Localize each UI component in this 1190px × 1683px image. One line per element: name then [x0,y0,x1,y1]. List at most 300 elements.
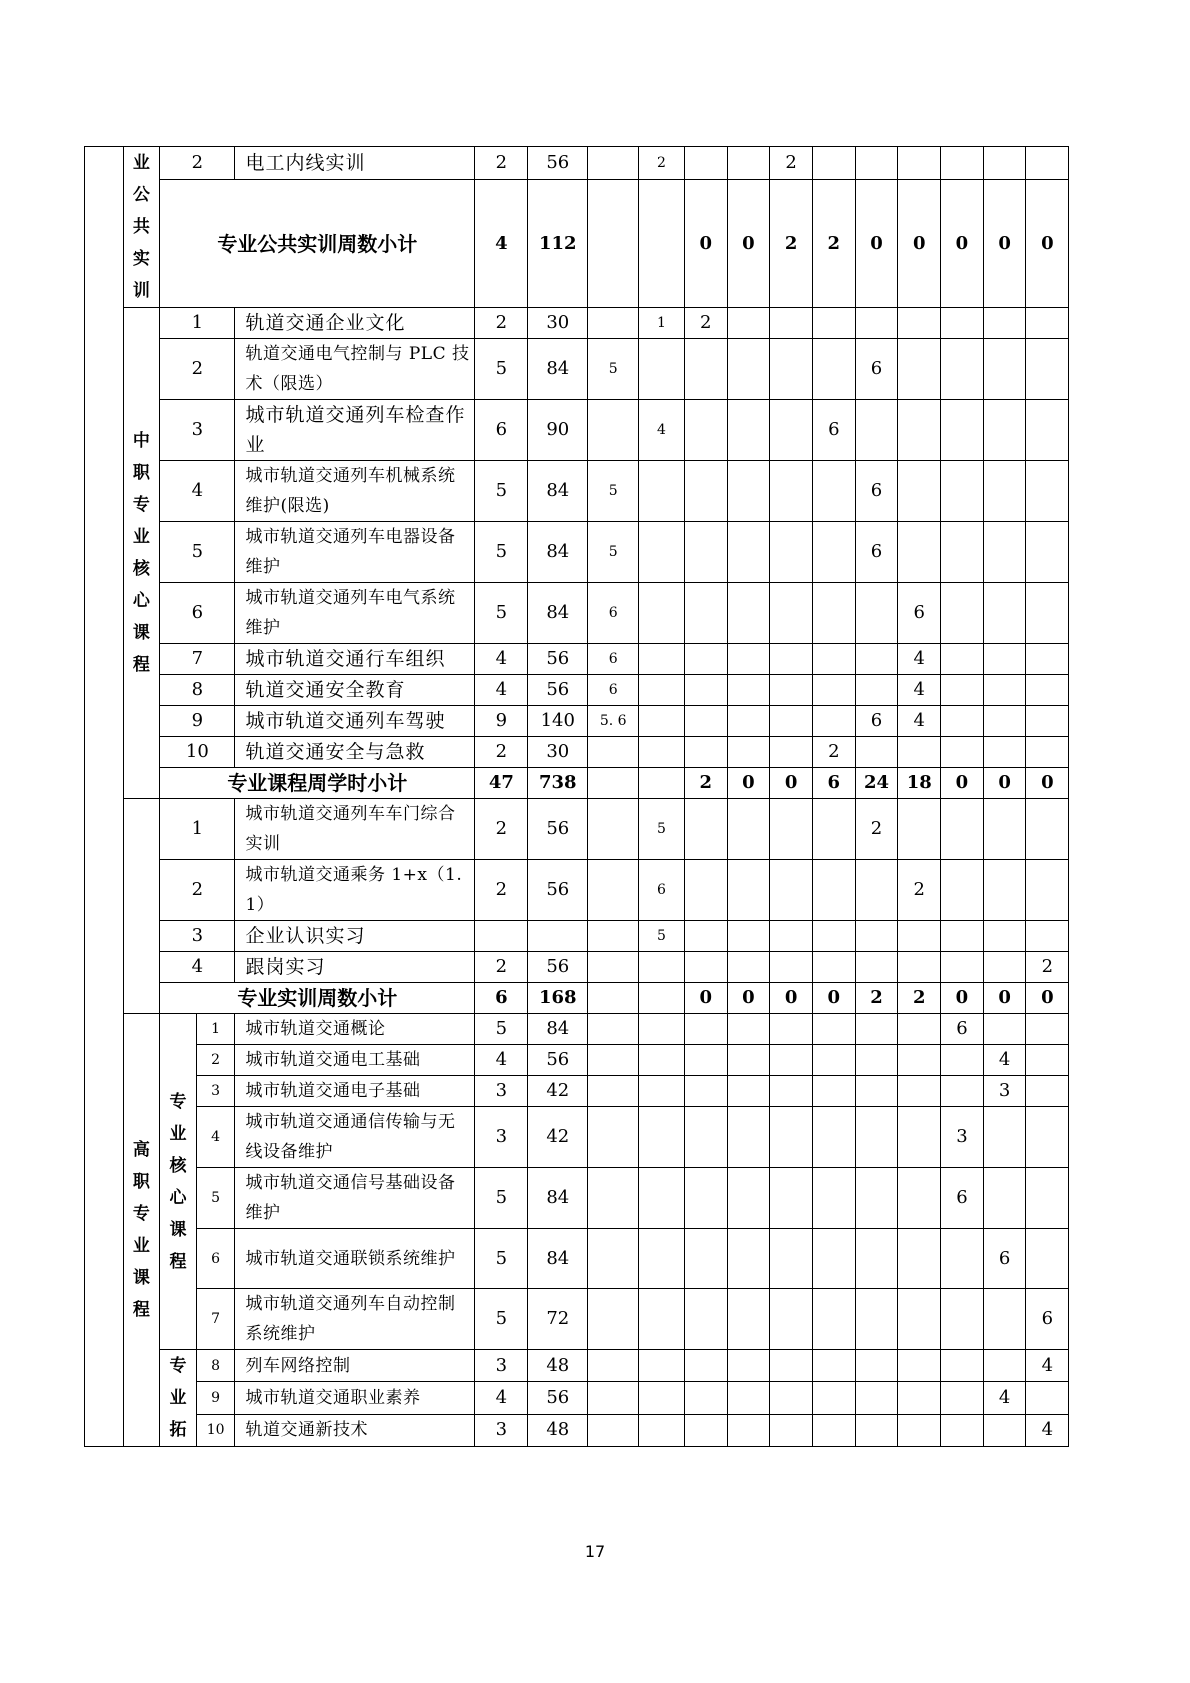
week-hours-cell [941,1382,984,1414]
hours-cell: 30 [528,308,588,339]
week-hours-cell [1026,706,1069,737]
row-number: 1 [196,1014,235,1045]
category-char: 课 [132,1268,150,1288]
subtotal-week-cell: 0 [983,180,1026,308]
subtotal-week-cell: 2 [812,180,855,308]
subcategory-label [160,1014,197,1350]
week-hours-cell [1026,1045,1069,1076]
subtotal-week-cell: 0 [770,983,813,1014]
check-term-cell [639,461,685,522]
week-hours-cell [770,737,813,768]
course-name: 城市轨道交通信号基础设备维护 [235,1168,475,1229]
subtotal-hours: 112 [528,180,588,308]
week-hours-cell [727,583,770,644]
subtotal-credit: 47 [475,768,528,799]
week-hours-cell: 2 [1026,952,1069,983]
week-hours-cell: 4 [1026,1414,1069,1446]
hours-cell [528,921,588,952]
category-char: 业 [132,1236,150,1256]
check-term-cell [639,952,685,983]
week-hours-cell: 6 [855,461,898,522]
week-hours-cell [812,583,855,644]
table-row [85,308,1110,339]
week-hours-cell [898,308,941,339]
credit-cell: 9 [475,706,528,737]
week-hours-cell [684,737,727,768]
category-char: 程 [132,1300,150,1320]
week-hours-cell [727,1382,770,1414]
week-hours-cell [898,339,941,400]
week-hours-cell [855,1382,898,1414]
week-hours-cell [727,1289,770,1350]
subtotal-exam [588,768,639,799]
week-hours-cell [770,1045,813,1076]
check-term-cell [639,675,685,706]
credit-cell: 4 [475,1045,528,1076]
course-name: 跟岗实习 [235,952,475,983]
week-hours-cell: 6 [812,400,855,461]
exam-term-cell [588,1350,639,1382]
table-row [85,1382,1110,1414]
subtotal-label: 专业公共实训周数小计 [160,180,475,308]
course-name: 电工内线实训 [235,147,475,180]
week-hours-cell [1026,1076,1069,1107]
week-hours-cell [684,1107,727,1168]
check-term-cell [639,522,685,583]
hours-cell: 56 [528,952,588,983]
week-hours-cell [812,1107,855,1168]
week-hours-cell [684,339,727,400]
week-hours-cell [812,1076,855,1107]
subtotal-credit: 4 [475,180,528,308]
table-row [85,522,1110,583]
week-hours-cell [1026,1107,1069,1168]
week-hours-cell: 2 [684,308,727,339]
table-row [85,983,1110,1014]
subtotal-label: 专业实训周数小计 [160,983,475,1014]
week-hours-cell [898,461,941,522]
check-term-cell: 4 [639,400,685,461]
check-term-cell: 5 [639,799,685,860]
subtotal-week-cell: 0 [684,180,727,308]
week-hours-cell [1026,147,1069,180]
row-number: 10 [196,1414,235,1446]
category-char: 实 [132,249,150,269]
course-name: 城市轨道交通通信传输与无线设备维护 [235,1107,475,1168]
week-hours-cell [684,952,727,983]
week-hours-cell [812,1289,855,1350]
week-hours-cell [727,952,770,983]
table-row [85,768,1110,799]
week-hours-cell [898,1168,941,1229]
credit-cell: 3 [475,1414,528,1446]
category-char: 业 [169,1388,187,1408]
subtotal-week-cell: 0 [1026,983,1069,1014]
exam-term-cell [588,1014,639,1045]
hours-cell: 140 [528,706,588,737]
week-hours-cell [941,1229,984,1289]
week-hours-cell [770,952,813,983]
week-hours-cell [812,644,855,675]
week-hours-cell [727,644,770,675]
credit-cell: 5 [475,522,528,583]
row-number: 2 [196,1045,235,1076]
subtotal-week-cell: 0 [684,983,727,1014]
table-row [85,1107,1110,1168]
week-hours-cell [770,1414,813,1446]
subtotal-week-cell: 0 [727,768,770,799]
week-hours-cell: 2 [770,147,813,180]
week-hours-cell [1026,1014,1069,1045]
row-number: 10 [160,737,235,768]
week-hours-cell [727,1076,770,1107]
week-hours-cell [770,1229,813,1289]
category-char: 程 [132,655,150,675]
week-hours-cell [812,1014,855,1045]
check-term-cell [639,1168,685,1229]
week-hours-cell [770,1014,813,1045]
row-number: 3 [160,400,235,461]
credit-cell: 3 [475,1107,528,1168]
week-hours-cell [684,461,727,522]
subtotal-exam [588,180,639,308]
week-hours-cell [983,860,1026,921]
exam-term-cell [588,1289,639,1350]
week-hours-cell: 4 [898,675,941,706]
hours-cell: 84 [528,522,588,583]
week-hours-cell [770,400,813,461]
table-row [85,860,1110,921]
week-hours-cell: 2 [898,860,941,921]
week-hours-cell [941,644,984,675]
week-hours-cell [983,1014,1026,1045]
subtotal-week-cell: 18 [898,768,941,799]
category-char: 心 [132,591,150,611]
table-row [85,1076,1110,1107]
week-hours-cell [812,675,855,706]
week-hours-cell [1026,461,1069,522]
week-hours-cell [727,675,770,706]
week-hours-cell [812,1414,855,1446]
week-hours-cell [855,1076,898,1107]
check-term-cell [639,339,685,400]
week-hours-cell [1026,860,1069,921]
credit-cell: 2 [475,799,528,860]
week-hours-cell [898,1229,941,1289]
check-term-cell [639,1014,685,1045]
subtotal-week-cell: 0 [812,983,855,1014]
week-hours-cell [812,799,855,860]
week-hours-cell [855,1350,898,1382]
category-char: 业 [132,153,150,173]
week-hours-cell [898,1350,941,1382]
exam-term-cell [588,1045,639,1076]
week-hours-cell [770,799,813,860]
course-name: 城市轨道交通电工基础 [235,1045,475,1076]
week-hours-cell [898,799,941,860]
category-char: 专 [169,1091,187,1112]
check-term-cell: 6 [639,860,685,921]
week-hours-cell [941,1076,984,1107]
credit-cell: 6 [475,400,528,461]
week-hours-cell [770,1350,813,1382]
category-char: 课 [132,623,150,643]
check-term-cell [639,1076,685,1107]
credit-cell: 5 [475,461,528,522]
week-hours-cell [855,1229,898,1289]
credit-cell: 3 [475,1076,528,1107]
course-name: 轨道交通安全与急救 [235,737,475,768]
exam-term-cell: 5 [588,339,639,400]
week-hours-cell [727,400,770,461]
week-hours-cell: 3 [941,1107,984,1168]
credit-cell: 2 [475,860,528,921]
course-name: 城市轨道交通列车电气系统维护 [235,583,475,644]
week-hours-cell: 4 [898,644,941,675]
week-hours-cell [983,921,1026,952]
category-char: 业 [132,527,150,547]
subtotal-week-cell: 0 [983,768,1026,799]
row-number: 4 [160,461,235,522]
category-char: 职 [132,1172,150,1192]
course-name: 城市轨道交通电子基础 [235,1076,475,1107]
hours-cell: 56 [528,147,588,180]
week-hours-cell [855,308,898,339]
row-number: 5 [196,1168,235,1229]
hours-cell: 56 [528,860,588,921]
week-hours-cell [898,400,941,461]
week-hours-cell [684,1168,727,1229]
week-hours-cell [898,1107,941,1168]
week-hours-cell [855,952,898,983]
week-hours-cell [941,799,984,860]
week-hours-cell [684,675,727,706]
week-hours-cell [727,799,770,860]
credit-cell: 4 [475,1382,528,1414]
week-hours-cell: 6 [898,583,941,644]
table-row [85,1289,1110,1350]
table-row [85,1350,1110,1382]
table-row [85,339,1110,400]
credit-cell: 2 [475,308,528,339]
week-hours-cell [770,308,813,339]
week-hours-cell: 2 [855,799,898,860]
credit-cell: 5 [475,1289,528,1350]
week-hours-cell [898,1076,941,1107]
week-hours-cell [770,860,813,921]
week-hours-cell [983,308,1026,339]
week-hours-cell [684,1289,727,1350]
subtotal-week-cell: 2 [684,768,727,799]
credit-cell: 4 [475,675,528,706]
exam-term-cell [588,1229,639,1289]
week-hours-cell [855,583,898,644]
week-hours-cell [770,921,813,952]
course-name: 轨道交通新技术 [235,1414,475,1446]
week-hours-cell [684,583,727,644]
week-hours-cell [983,1168,1026,1229]
week-hours-cell [727,1014,770,1045]
week-hours-cell [727,1045,770,1076]
hours-cell: 84 [528,1229,588,1289]
week-hours-cell [727,860,770,921]
category-char: 职 [132,463,150,483]
row-number: 9 [196,1382,235,1414]
week-hours-cell [770,583,813,644]
course-name: 城市轨道交通列车机械系统维护(限选) [235,461,475,522]
week-hours-cell [983,706,1026,737]
category-char: 专 [132,1204,150,1224]
course-name: 轨道交通电气控制与 PLC 技术（限选） [235,339,475,400]
week-hours-cell [684,706,727,737]
week-hours-cell [898,147,941,180]
category-label [123,308,160,799]
week-hours-cell [727,339,770,400]
exam-term-cell [588,1107,639,1168]
week-hours-cell [855,1045,898,1076]
week-hours-cell [812,308,855,339]
course-name: 城市轨道交通列车车门综合实训 [235,799,475,860]
week-hours-cell [1026,400,1069,461]
subtotal-week-cell: 0 [855,180,898,308]
week-hours-cell [941,737,984,768]
week-hours-cell [727,1350,770,1382]
exam-term-cell: 5 [588,461,639,522]
course-name: 城市轨道交通乘务 1+x（1. 1） [235,860,475,921]
week-hours-cell [770,339,813,400]
week-hours-cell [941,860,984,921]
course-name: 城市轨道交通概论 [235,1014,475,1045]
row-number: 7 [196,1289,235,1350]
week-hours-cell: 6 [855,522,898,583]
week-hours-cell [941,952,984,983]
week-hours-cell [1026,1168,1069,1229]
table-row [85,799,1110,860]
week-hours-cell [770,1289,813,1350]
week-hours-cell [983,461,1026,522]
week-hours-cell [941,706,984,737]
row-number: 6 [160,583,235,644]
week-hours-cell [941,147,984,180]
table-row [85,952,1110,983]
week-hours-cell [812,1045,855,1076]
week-hours-cell [855,1414,898,1446]
week-hours-cell [898,1045,941,1076]
week-hours-cell [1026,522,1069,583]
subtotal-check [639,768,685,799]
week-hours-cell [812,147,855,180]
subtotal-week-cell: 0 [1026,768,1069,799]
week-hours-cell [770,706,813,737]
table-row [85,400,1110,461]
week-hours-cell [855,860,898,921]
week-hours-cell [812,461,855,522]
course-name: 城市轨道交通列车自动控制系统维护 [235,1289,475,1350]
table-row [85,147,1110,180]
exam-term-cell [588,147,639,180]
exam-term-cell: 6 [588,675,639,706]
credit-cell: 3 [475,1350,528,1382]
subcategory-label [160,1350,197,1447]
hours-cell: 56 [528,799,588,860]
week-hours-cell [684,1414,727,1446]
week-hours-cell: 4 [983,1382,1026,1414]
week-hours-cell [684,147,727,180]
category-char: 业 [169,1123,187,1144]
course-name: 城市轨道交通联锁系统维护 [235,1229,475,1289]
week-hours-cell [941,1414,984,1446]
subtotal-week-cell: 0 [727,180,770,308]
week-hours-cell [983,799,1026,860]
week-hours-cell [684,921,727,952]
hours-cell: 56 [528,644,588,675]
week-hours-cell [812,522,855,583]
category-char: 心 [169,1187,187,1208]
category-char: 训 [132,281,150,301]
week-hours-cell [727,461,770,522]
exam-term-cell [588,799,639,860]
credit-cell: 5 [475,1229,528,1289]
credit-cell: 5 [475,1168,528,1229]
week-hours-cell [855,737,898,768]
week-hours-cell [983,737,1026,768]
week-hours-cell: 4 [1026,1350,1069,1382]
course-name: 列车网络控制 [235,1350,475,1382]
week-hours-cell [898,1014,941,1045]
table-row [85,1414,1110,1446]
credit-cell: 2 [475,147,528,180]
week-hours-cell [727,1107,770,1168]
week-hours-cell [855,1289,898,1350]
week-hours-cell [770,1168,813,1229]
row-number: 8 [160,675,235,706]
check-term-cell [639,1229,685,1289]
week-hours-cell [1026,675,1069,706]
week-hours-cell [941,1289,984,1350]
week-hours-cell [1026,737,1069,768]
week-hours-cell [898,522,941,583]
subtotal-exam [588,983,639,1014]
week-hours-cell: 6 [855,339,898,400]
week-hours-cell [684,1076,727,1107]
table-row [85,1229,1110,1289]
hours-cell: 42 [528,1107,588,1168]
subtotal-check [639,983,685,1014]
subtotal-label: 专业课程周学时小计 [160,768,475,799]
week-hours-cell [770,522,813,583]
week-hours-cell [1026,1382,1069,1414]
credit-cell [475,921,528,952]
course-name: 城市轨道交通职业素养 [235,1382,475,1414]
week-hours-cell [684,1229,727,1289]
week-hours-cell: 3 [983,1076,1026,1107]
category-char: 公 [132,185,150,205]
week-hours-cell [941,461,984,522]
week-hours-cell [855,921,898,952]
check-term-cell [639,583,685,644]
week-hours-cell [941,921,984,952]
week-hours-cell [941,1350,984,1382]
table-row [85,1168,1110,1229]
category-char: 专 [169,1356,187,1376]
hours-cell: 72 [528,1289,588,1350]
exam-term-cell [588,737,639,768]
check-term-cell: 1 [639,308,685,339]
week-hours-cell [727,706,770,737]
week-hours-cell [898,737,941,768]
week-hours-cell [983,339,1026,400]
week-hours-cell [812,706,855,737]
